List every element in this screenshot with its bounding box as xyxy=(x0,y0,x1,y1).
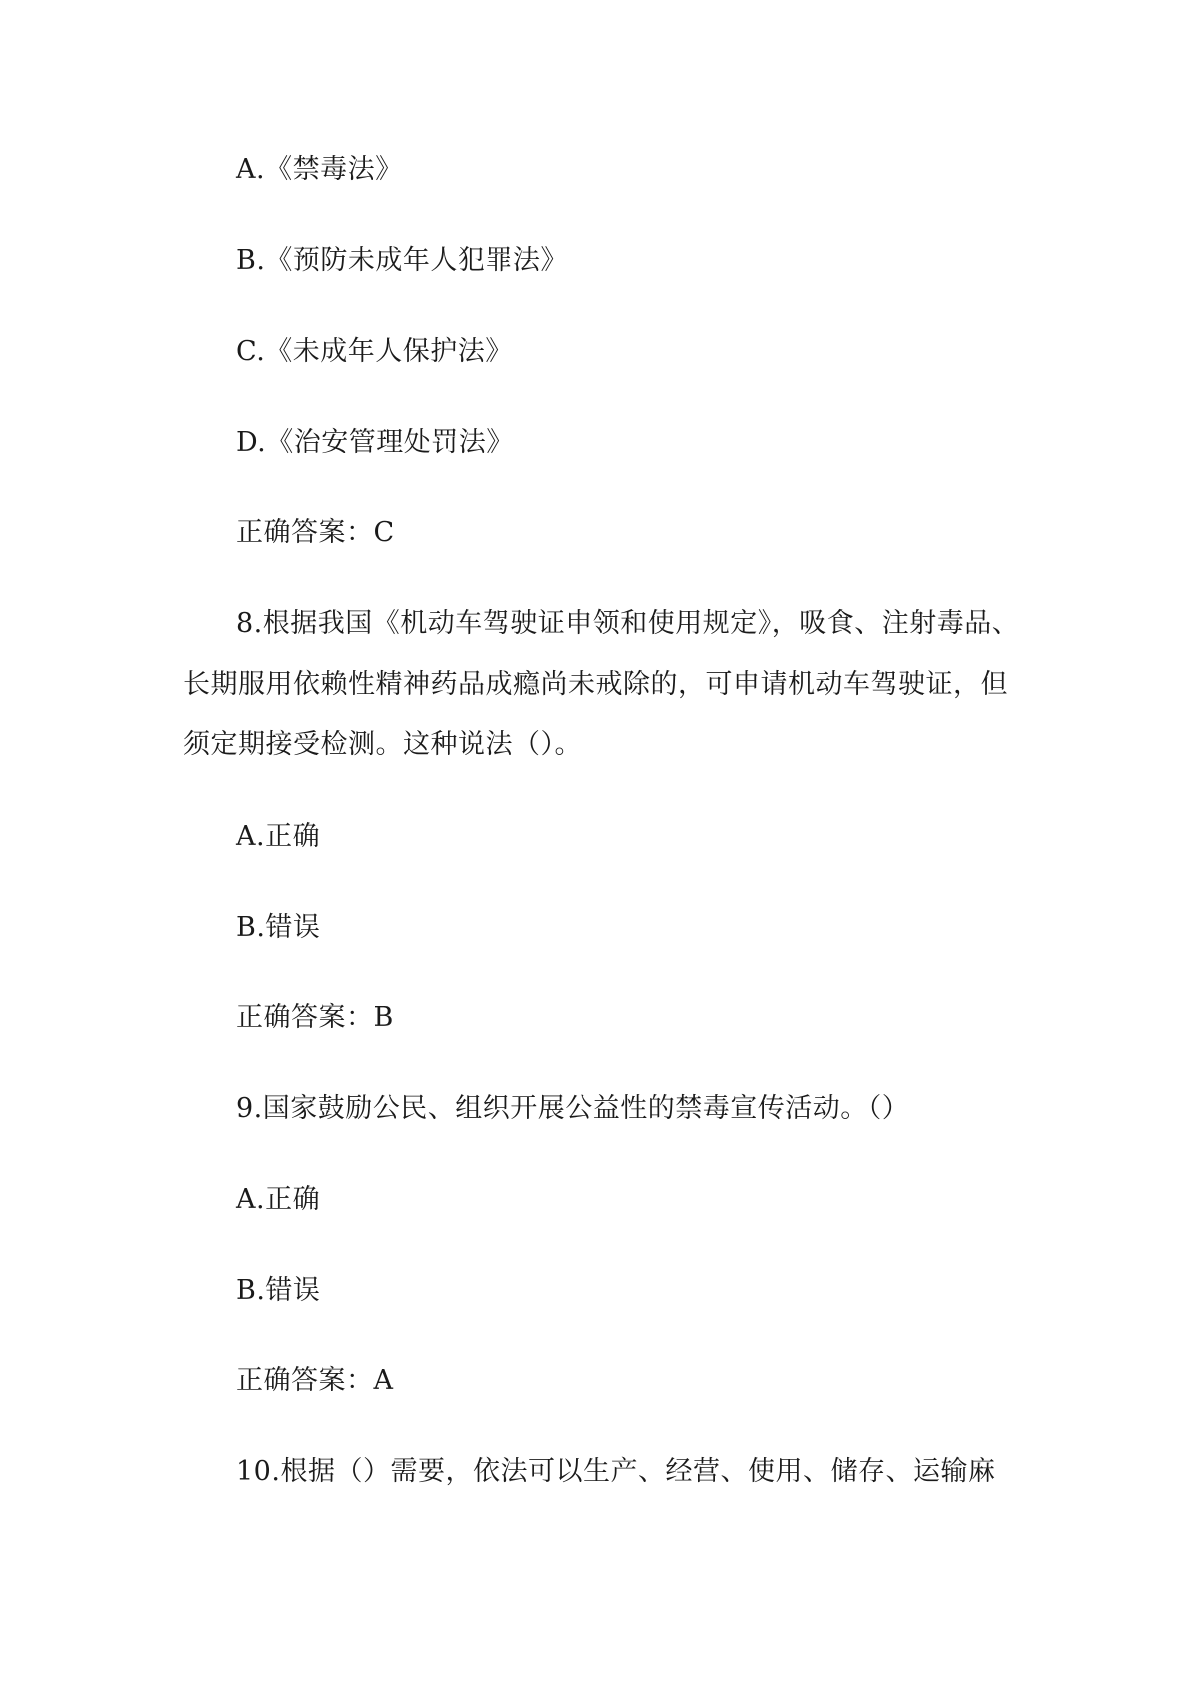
q8-stem-line-1: 8.根据我国《机动车驾驶证申领和使用规定》，吸食、注射毒品、 xyxy=(236,608,1020,639)
q7-option-c: C.《未成年人保护法》 xyxy=(236,336,513,367)
q9-option-b: B.错误 xyxy=(236,1275,321,1306)
q8-stem-line-2: 长期服用依赖性精神药品成瘾尚未戒除的，可申请机动车驾驶证，但 xyxy=(183,669,1008,700)
q7-option-d: D.《治安管理处罚法》 xyxy=(236,427,514,458)
q8-option-a: A.正确 xyxy=(236,821,321,852)
q7-option-b: B.《预防未成年人犯罪法》 xyxy=(236,245,568,276)
q10-stem-line-1: 10.根据（）需要，依法可以生产、经营、使用、储存、运输麻 xyxy=(236,1456,996,1487)
q8-stem-line-3: 须定期接受检测。这种说法（）。 xyxy=(183,729,582,760)
q7-answer: 正确答案：C xyxy=(236,517,395,548)
q8-option-b: B.错误 xyxy=(236,912,321,943)
q9-answer: 正确答案：A xyxy=(236,1365,394,1396)
q7-option-a: A.《禁毒法》 xyxy=(236,154,403,185)
q9-stem: 9.国家鼓励公民、组织开展公益性的禁毒宣传活动。（） xyxy=(236,1093,910,1124)
q8-answer: 正确答案：B xyxy=(236,1002,394,1033)
q9-option-a: A.正确 xyxy=(236,1184,321,1215)
